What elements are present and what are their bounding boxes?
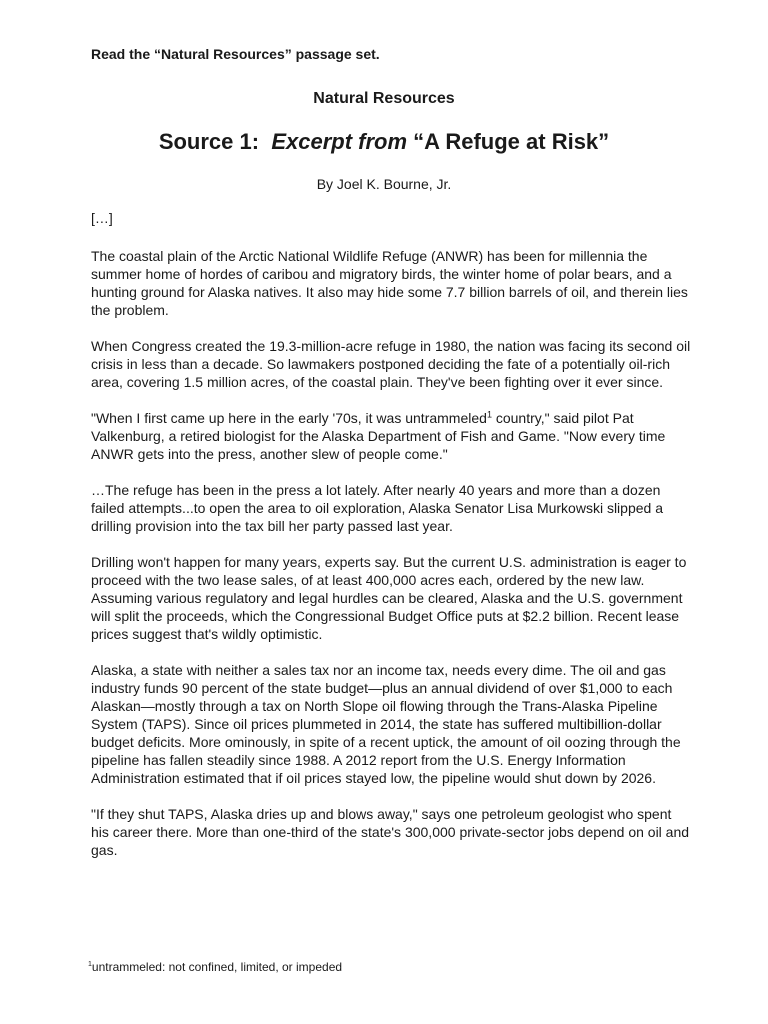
paragraph-3-start: "When I first came up here in the early '70s, it was <box>91 410 406 426</box>
paragraph-1: The coastal plain of the Arctic National Wildlife Refuge (ANWR) has been for millennia the summer home of hordes of caribou and migratory birds, the winter home of polar bears, and a hunting ground for Alaska natives. It also may hide some 7.7 billion barrels of oil, and therein lies the problem. <box>91 248 688 318</box>
paragraph-3 <box>91 409 691 463</box>
source-title-prefix: Source 1: <box>158 129 260 154</box>
paragraph-5: Drilling won't happen for many years, experts say. But the current U.S. administration is eager to proceed with the two lease sales, of at least 400,000 acres each, ordered by the new law. Assuming various regulatory and legal hurdles can be cleared, Alaska and the U.S. government will split the proceeds, which the Congressional Budget Office puts at $2.2 billion. Recent lease prices suggest that's wildly optimistic. <box>91 554 687 642</box>
footnote-marker: 1 <box>88 961 92 968</box>
omission-marker: […] <box>91 210 113 226</box>
source-title-name: “A Refuge at Risk” <box>413 129 610 154</box>
footnote-text: untrammeled: not confined, limited, or impeded <box>91 960 343 974</box>
source-title <box>0 129 768 155</box>
footnote-reference: 1 <box>486 409 492 420</box>
passage-set-title: Natural Resources <box>313 90 455 107</box>
glossary-term: untrammeled <box>405 410 487 426</box>
paragraph-2: When Congress created the 19.3-million-acre refuge in 1980, the nation was facing its second oil crisis in less than a decade. So lawmakers postponed deciding the fate of a potentially oil-rich area, covering 1.5 million acres, of the coastal plain. They've been fighting over it ever since. <box>91 338 691 390</box>
footnote <box>88 960 342 974</box>
paragraph-3-end: country," said pilot Pat Valkenburg, a retired biologist for the Alaska Department of Fish and Game. "Now every time ANWR gets into the press, another slew of people come." <box>91 410 666 462</box>
paragraph-7: "If they shut TAPS, Alaska dries up and blows away," says one petroleum geologist who spent his career there. More than one-third of the state's 300,000 private-sector jobs depend on oil and gas. <box>91 806 690 858</box>
article-body <box>91 209 691 877</box>
paragraph-6: Alaska, a state with neither a sales tax nor an income tax, needs every dime. The oil and gas industry funds 90 percent of the state budget—plus an annual dividend of over $1,000 to each Alaskan—mostly through a tax on North Slope oil flowing through the Trans-Alaska Pipeline System (TAPS). Since oil prices plummeted in 2014, the state has suffered multibillion-dollar budget deficits. More ominously, in spite of a recent uptick, the amount of oil oozing through the pipeline has fallen steadily since 1988. A 2012 report from the U.S. Energy Information Administration estimated that if oil prices stayed low, the pipeline would shut down by 2026. <box>91 662 681 786</box>
source-title-italic: Excerpt from <box>271 129 408 154</box>
paragraph-4: …The refuge has been in the press a lot lately. After nearly 40 years and more than a dozen failed attempts...to open the area to oil exploration, Alaska Senator Lisa Murkowski slipped a drilling provision into the tax bill her party passed last year. <box>91 482 663 534</box>
byline: By Joel K. Bourne, Jr. <box>316 176 452 192</box>
instruction-text: Read the “Natural Resources” passage set. <box>91 46 380 62</box>
